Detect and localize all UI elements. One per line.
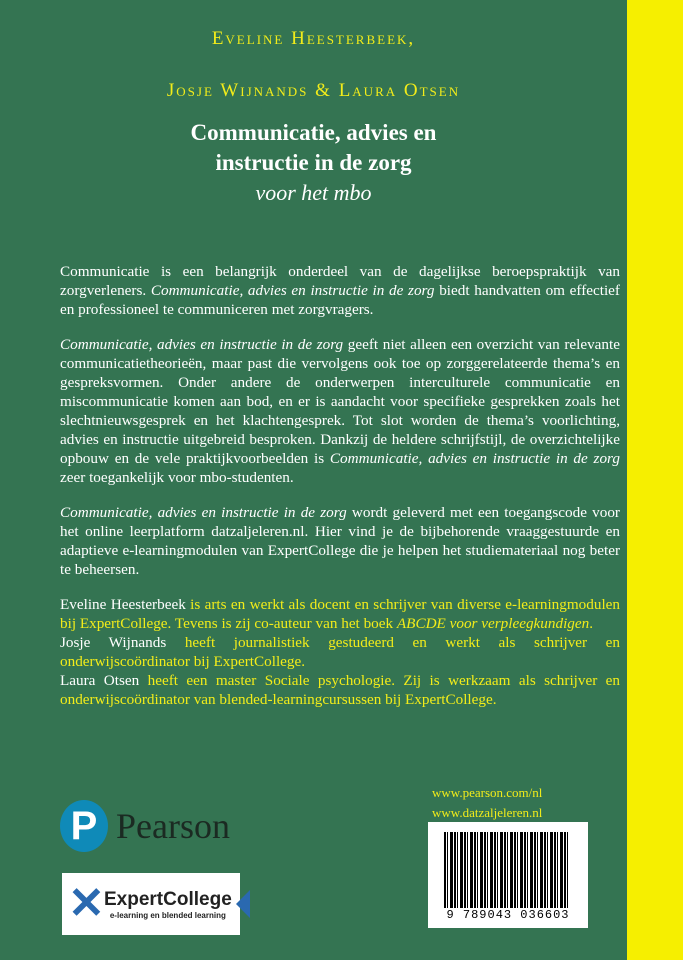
text: biedt handvatten om effectief en professioneel te communiceren met zorgvragers. (60, 282, 620, 318)
bio-name: Laura Otsen (60, 672, 140, 689)
bio-text: is arts en werkt als docent en schrijver van diverse e-learningmodulen bij ExpertCollege. Tevens is zij co-auteur van het boek (60, 596, 620, 632)
expertcollege-tagline: e-learning en blended learning (109, 910, 226, 920)
url-datzaljeleren[interactable]: www.datzaljeleren.nl (432, 805, 543, 820)
barcode (428, 822, 588, 928)
url-pearson[interactable]: www.pearson.com/nl (432, 785, 543, 800)
paragraph-2 (60, 335, 620, 487)
bio-book: ABCDE voor verpleegkundigen (396, 615, 590, 632)
paragraph-1 (60, 262, 620, 319)
bio-name: Josje Wijnands (60, 634, 167, 651)
bio-name: Eveline Heesterbeek (60, 596, 186, 613)
blurb (60, 262, 620, 709)
title-line-1: Communicatie, advies en (190, 120, 437, 145)
text: Communicatie, advies en instructie in de zorg (150, 282, 435, 299)
title-line-2: instructie in de zorg (215, 150, 412, 175)
book-title (0, 118, 627, 178)
x-mark-icon: ✕ (68, 879, 105, 928)
bio-text: . (589, 615, 594, 632)
pearson-mark-icon: P (60, 800, 108, 852)
bio-text: heeft een master Sociale psychologie. Zij is werkzaam als schrijver en onderwijscoördinator van blended-learningcursussen bij ExpertCollege. (60, 672, 621, 708)
bio (60, 671, 620, 709)
pearson-logo (60, 800, 230, 852)
authors-line-2: Josje Wijnands & Laura Otsen (166, 80, 461, 101)
expertcollege-logo (62, 873, 240, 935)
book-subtitle: voor het mbo (255, 180, 372, 205)
barcode-bars (444, 832, 570, 908)
text: wordt geleverd met een toegangscode voor het online leerplatform datzaljeleren.nl. Hier vind je de bijbehorende vraaggestuurde en adaptieve e-learningmodulen van ExpertCollege die je helpen het studiemateriaal nog beter te beheersen. (60, 504, 620, 578)
text: Communicatie is een belangrijk onderdeel van de dagelijkse beroepspraktijk van zorgverleners. (60, 263, 620, 299)
text: Communicatie, advies en instructie in de zorg (329, 450, 620, 467)
paragraph-3 (60, 503, 620, 579)
expertcollege-name: ExpertCollege (104, 888, 232, 910)
text: zeer toegankelijk voor mbo-studenten. (60, 469, 294, 486)
urls (432, 783, 542, 823)
pearson-name: Pearson (116, 806, 230, 846)
text: Communicatie, advies en instructie in de zorg (60, 504, 347, 521)
text: geeft niet alleen een overzicht van relevante communicatietheorieën, maar past die vervolgens ook toe op zorggerelateerde thema’s en gespreksvormen. Onder andere de onderwerpen interculturele communicatie en miscommunicatie komen aan bod, en er is aandacht voor specifieke gesprekken zoals het slechtnieuwsgesprek en het klachtengesprek. Tot slot worden de thema’s voorlichting, advies en instructie uitgebreid besproken. Dankzij de heldere schrijfstijl, de overzichtelijke opbouw en de vele praktijkvoorbeelden is (60, 336, 620, 467)
authors-line-1: Eveline Heesterbeek, (211, 28, 416, 49)
bio (60, 633, 620, 671)
diamond-icon (236, 890, 250, 918)
isbn: 9 789043 036603 (446, 908, 570, 922)
bio (60, 595, 620, 633)
author-bios (60, 595, 620, 709)
bio-text: heeft journalistiek gestudeerd en werkt als schrijver en onderwijscoördinator bij ExpertCollege. (60, 634, 620, 670)
spine-stripe (627, 0, 683, 960)
text: Communicatie, advies en instructie in de zorg (60, 336, 344, 353)
